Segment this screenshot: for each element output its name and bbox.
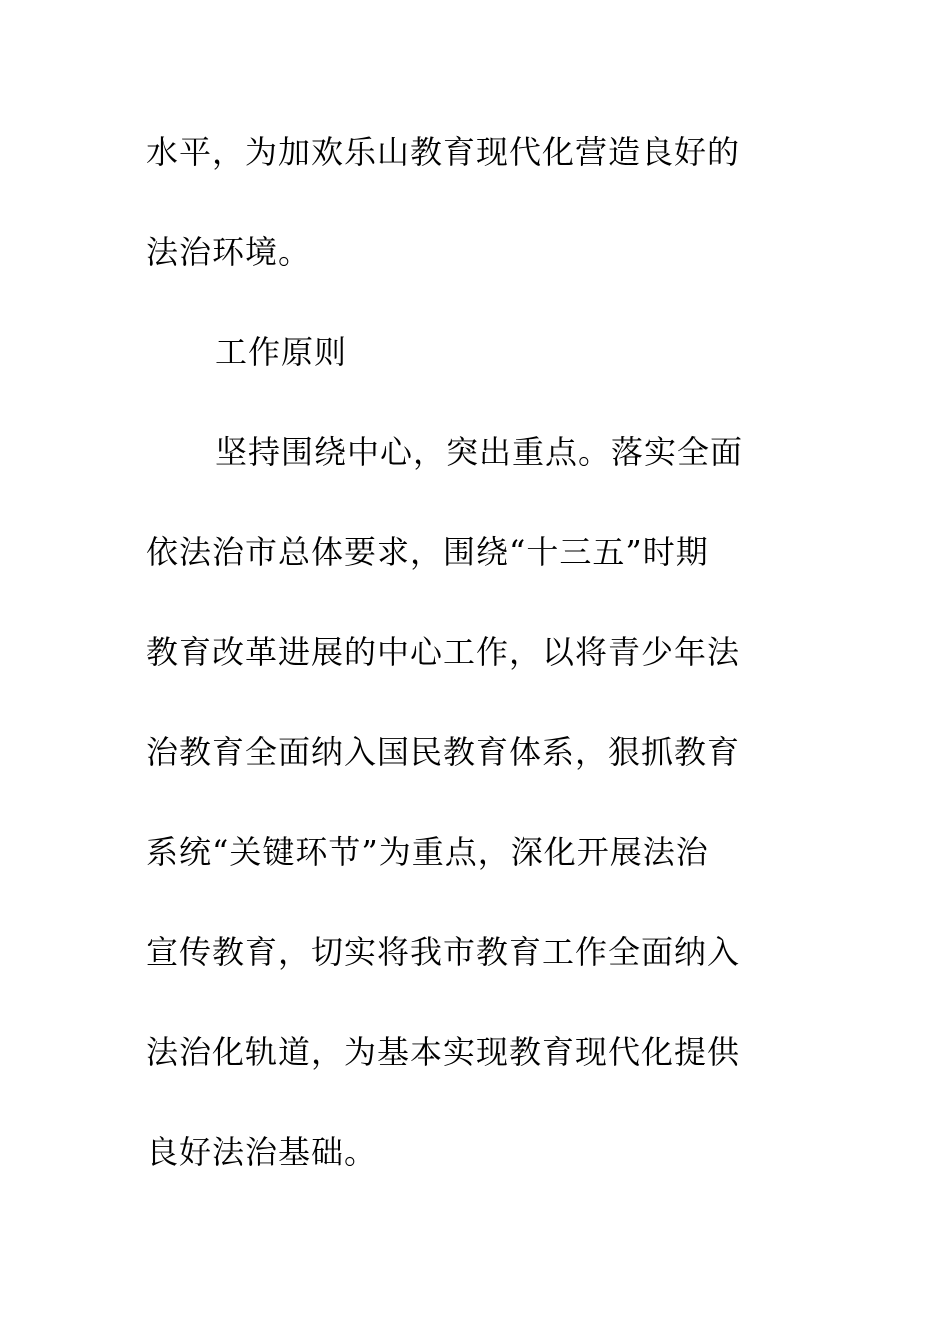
body-text-line: 治教育全面纳入国民教育体系，狠抓教育 bbox=[146, 733, 741, 771]
body-text-line: 法治化轨道，为基本实现教育现代化提供 bbox=[146, 1033, 741, 1071]
body-text-line: 系统“关键环节”为重点，深化开展法治 bbox=[146, 833, 709, 871]
paragraph-first-line: 坚持围绕中心，突出重点。落实全面 bbox=[215, 433, 744, 471]
section-heading: 工作原则 bbox=[215, 333, 348, 371]
body-text-line: 水平，为加欢乐山教育现代化营造良好的 bbox=[146, 133, 741, 171]
body-text-line: 教育改革进展的中心工作，以将青少年法 bbox=[146, 633, 741, 671]
body-text-line: 宣传教育，切实将我市教育工作全面纳入 bbox=[146, 933, 741, 971]
body-text-line: 依法治市总体要求，围绕“十三五”时期 bbox=[146, 533, 709, 571]
body-text-line: 良好法治基础。 bbox=[146, 1133, 378, 1171]
body-text-line: 法治环境。 bbox=[146, 233, 312, 271]
